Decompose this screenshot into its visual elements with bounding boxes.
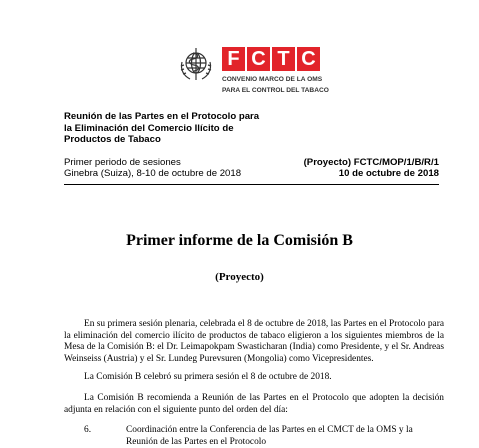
session-label: Primer periodo de sesiones bbox=[64, 157, 181, 168]
body-paragraph-3-text: La Comisión B recomienda a Reunión de las Partes en el Protocolo que adopten la decisión adjunta en relación con el siguiente punto del orden del día: bbox=[64, 393, 444, 415]
fctc-logo-letter: F bbox=[222, 47, 245, 71]
session-place: Ginebra (Suiza), 8-10 de octubre de 2018 bbox=[64, 168, 242, 179]
document-symbol: (Proyecto) FCTC/MOP/1/B/R/1 bbox=[303, 157, 439, 168]
fctc-logo-letter: C bbox=[247, 47, 270, 71]
body-paragraph-1 bbox=[64, 319, 444, 365]
fctc-logo-letter: C bbox=[297, 47, 320, 71]
body-paragraph-2-text: La Comisión B celebró su primera sesión el 8 de octubre de 2018. bbox=[84, 372, 332, 382]
agenda-item-number: 6. bbox=[84, 425, 92, 435]
body-paragraph-2 bbox=[64, 372, 444, 384]
fctc-logo-letter: T bbox=[272, 47, 295, 71]
header-divider bbox=[64, 184, 439, 185]
document-date: 10 de octubre de 2018 bbox=[338, 168, 439, 179]
report-subtitle: (Proyecto) bbox=[215, 271, 264, 283]
report-title: Primer informe de la Comisión B bbox=[126, 232, 353, 249]
fctc-logo-subtitle-2: PARA EL CONTROL DEL TABACO bbox=[222, 87, 329, 94]
body-paragraph-1-text: En su primera sesión plenaria, celebrada el 8 de octubre de 2018, las Partes en el Protocolo para la eliminación del comercio ilícito de productos de tabaco eligieron a los siguientes miembros de la Mesa de la Comisión B: el Dr. Leimapokpam Swasticharan (India) como Presidente, y el Sr. Andreas Weinseiss (Austria) y el Sr. Lundeg Purevsuren (Mongolia) como Vicepresidentes. bbox=[64, 319, 444, 364]
fctc-logo bbox=[222, 47, 320, 71]
who-emblem-icon bbox=[176, 44, 216, 84]
meeting-title: Reunión de las Partes en el Protocolo para la Eliminación del Comercio Ilícito de Productos de Tabaco bbox=[64, 111, 260, 145]
agenda-item-text: Coordinación entre la Conferencia de las Partes en el CMCT de la OMS y la Reunión de las Partes en el Protocolo bbox=[126, 425, 413, 447]
body-paragraph-3 bbox=[64, 393, 444, 416]
fctc-logo-subtitle-1: CONVENIO MARCO DE LA OMS bbox=[222, 76, 323, 83]
